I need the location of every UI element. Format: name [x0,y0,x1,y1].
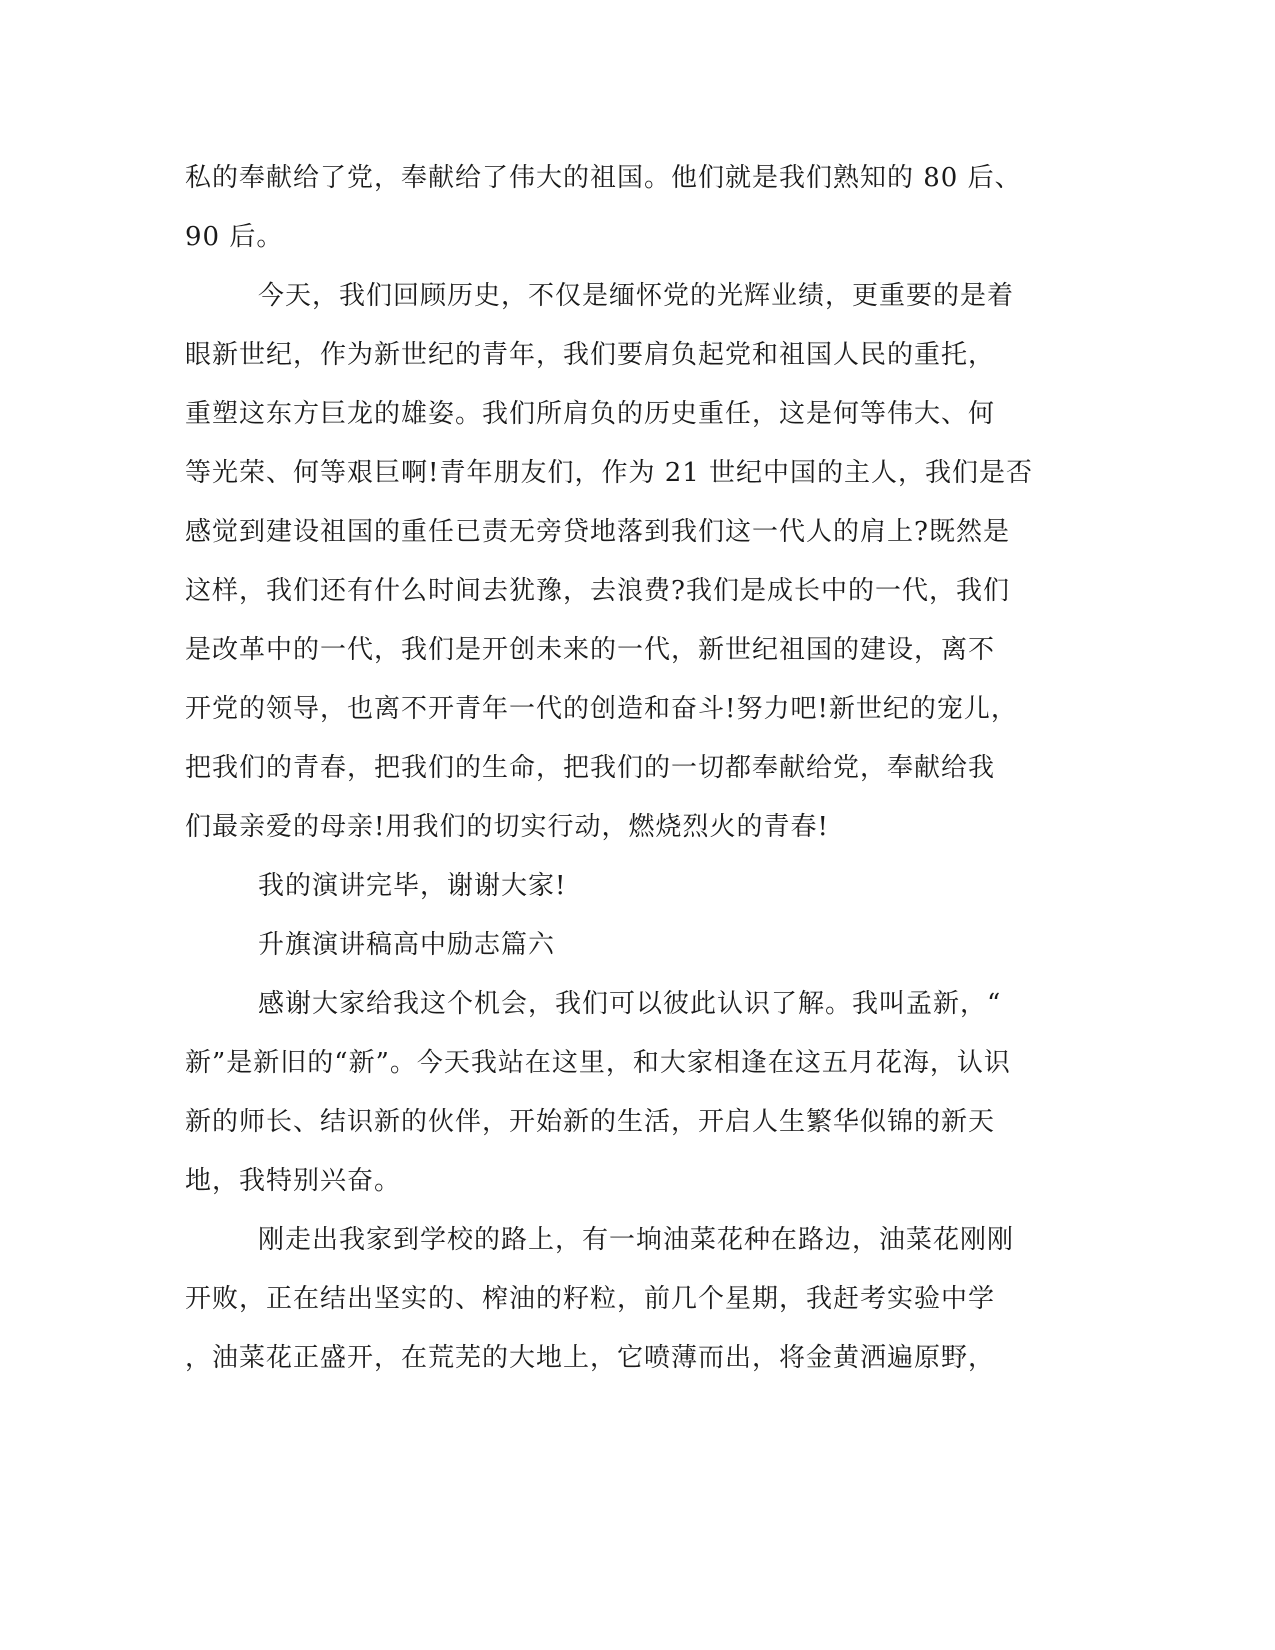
text-line: 把我们的青春，把我们的生命，把我们的一切都奉献给党，奉献给我 [185,753,996,783]
text-line: 新”是新旧的“新”。今天我站在这里，和大家相逢在这五月花海，认识 [185,1048,1011,1078]
text-line: 重塑这东方巨龙的雄姿。我们所肩负的历史重任，这是何等伟大、何 [185,399,996,429]
paragraph-start: 刚走出我家到学校的路上，有一垧油菜花种在路边，油菜花刚刚 [258,1225,1015,1255]
text-line: 这样，我们还有什么时间去犹豫，去浪费?我们是成长中的一代，我们 [185,576,1010,606]
text-line: 们最亲爱的母亲!用我们的切实行动，燃烧烈火的青春! [185,812,829,842]
text-line: 是改革中的一代，我们是开创未来的一代，新世纪祖国的建设，离不 [185,635,996,665]
text-line: 眼新世纪，作为新世纪的青年，我们要肩负起党和祖国人民的重托， [185,340,996,370]
paragraph-start: 今天，我们回顾历史，不仅是缅怀党的光辉业绩，更重要的是着 [258,281,1015,311]
paragraph-start: 感谢大家给我这个机会，我们可以彼此认识了解。我叫孟新，“ [258,989,1002,1019]
text-line: 私的奉献给了党，奉献给了伟大的祖国。他们就是我们熟知的 80 后、 [185,163,1022,193]
text-line: 等光荣、何等艰巨啊!青年朋友们，作为 21 世纪中国的主人，我们是否 [185,458,1034,488]
text-line: ，油菜花正盛开，在荒芜的大地上，它喷薄而出，将金黄洒遍原野， [185,1343,996,1373]
text-line: 开党的领导，也离不开青年一代的创造和奋斗!努力吧!新世纪的宠儿， [185,694,1018,724]
closing-line: 我的演讲完毕，谢谢大家! [258,871,567,901]
text-line: 90 后。 [185,222,284,252]
text-line: 开败，正在结出坚实的、榨油的籽粒，前几个星期，我赶考实验中学 [185,1284,996,1314]
section-heading: 升旗演讲稿高中励志篇六 [258,930,556,960]
text-line: 地，我特别兴奋。 [185,1166,402,1196]
text-line: 新的师长、结识新的伙伴，开始新的生活，开启人生繁华似锦的新天 [185,1107,996,1137]
text-line: 感觉到建设祖国的重任已责无旁贷地落到我们这一代人的肩上?既然是 [185,517,1010,547]
